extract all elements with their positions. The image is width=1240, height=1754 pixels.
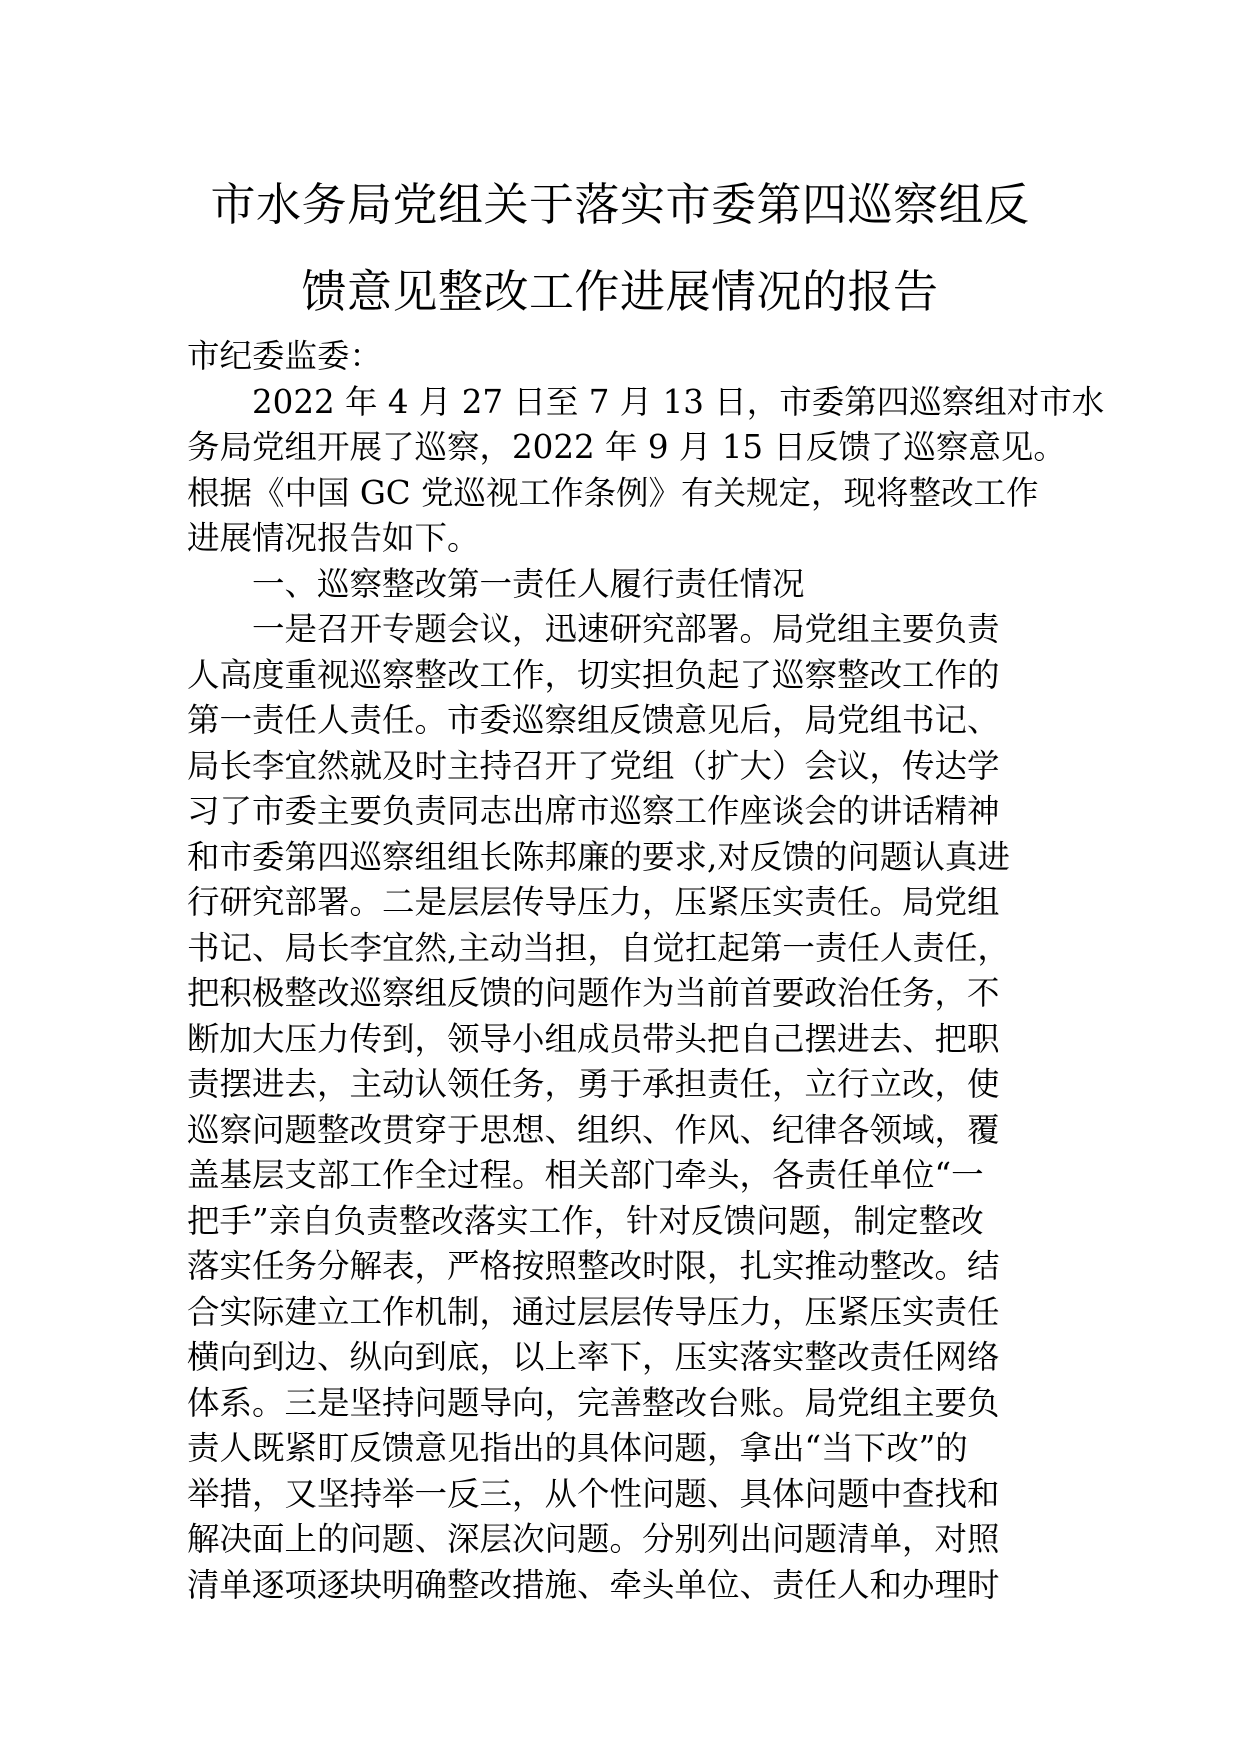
body-line: 落实任务分解表，严格按照整改时限，扎实推动整改。结 — [187, 1247, 1000, 1285]
body-line: 横向到边、纵向到底，以上率下，压实落实整改责任网络 — [187, 1338, 1000, 1376]
body-line: 责人既紧盯反馈意见指出的具体问题，拿出“当下改”的 — [187, 1429, 968, 1467]
body-line: 合实际建立工作机制，通过层层传导压力，压紧压实责任 — [187, 1292, 1000, 1331]
document-body — [187, 334, 1105, 1608]
body-line: 根据《中国 GC 党巡视工作条例》有关规定，现将整改工作 — [187, 473, 1039, 512]
addressee: 市纪委监委： — [187, 337, 383, 375]
body-line: 断加大压力传到，领导小组成员带头把自己摆进去、把职 — [187, 1019, 1000, 1058]
body-line: 把手”亲自负责整改落实工作，针对反馈问题，制定整改 — [187, 1201, 984, 1240]
body-lines — [187, 380, 1105, 1609]
document-title-line-1: 市水务局党组关于落实市委第四巡察组反 — [210, 178, 1030, 231]
body-line: 责摆进去，主动认领任务，勇于承担责任，立行立改，使 — [187, 1065, 1000, 1103]
body-line: 体系。三是坚持问题导向，完善整改台账。局党组主要负 — [187, 1383, 1000, 1422]
body-line: 2022 年 4 月 27 日至 7 月 13 日，市委第四巡察组对市水 — [252, 382, 1105, 421]
body-line: 和市委第四巡察组组长陈邦廉的要求,对反馈的问题认真进 — [187, 837, 1010, 876]
body-line: 进展情况报告如下。 — [187, 519, 480, 557]
body-line: 巡察问题整改贯穿于思想、组织、作风、纪律各领域，覆 — [187, 1110, 1000, 1149]
body-line: 行研究部署。二是层层传导压力，压紧压实责任。局党组 — [187, 883, 1000, 921]
body-line: 局长李宜然就及时主持召开了党组（扩大）会议，传达学 — [187, 746, 1000, 785]
document-title-line-2: 馈意见整改工作进展情况的报告 — [301, 265, 939, 318]
body-line: 务局党组开展了巡察，2022 年 9 月 15 日反馈了巡察意见。 — [187, 428, 1066, 466]
body-line: 书记、局长李宜然,主动当担，自觉扛起第一责任人责任， — [187, 928, 1010, 967]
body-line: 人高度重视巡察整改工作，切实担负起了巡察整改工作的 — [187, 655, 1000, 694]
body-line: 一、巡察整改第一责任人履行责任情况 — [252, 564, 805, 603]
body-line: 第一责任人责任。市委巡察组反馈意见后，局党组书记、 — [187, 701, 1000, 739]
body-line: 盖基层支部工作全过程。相关部门牵头，各责任单位“一 — [187, 1156, 984, 1194]
body-line: 把积极整改巡察组反馈的问题作为当前首要政治任务，不 — [187, 974, 1000, 1012]
body-line: 举措，又坚持举一反三，从个性问题、具体问题中查找和 — [187, 1474, 1000, 1513]
body-line: 习了市委主要负责同志出席市巡察工作座谈会的讲话精神 — [187, 792, 1000, 830]
body-line: 解决面上的问题、深层次问题。分别列出问题清单，对照 — [187, 1520, 1000, 1558]
body-line: 一是召开专题会议，迅速研究部署。局党组主要负责 — [252, 610, 1000, 648]
body-line: 清单逐项逐块明确整改措施、牵头单位、责任人和办理时 — [187, 1565, 1000, 1604]
